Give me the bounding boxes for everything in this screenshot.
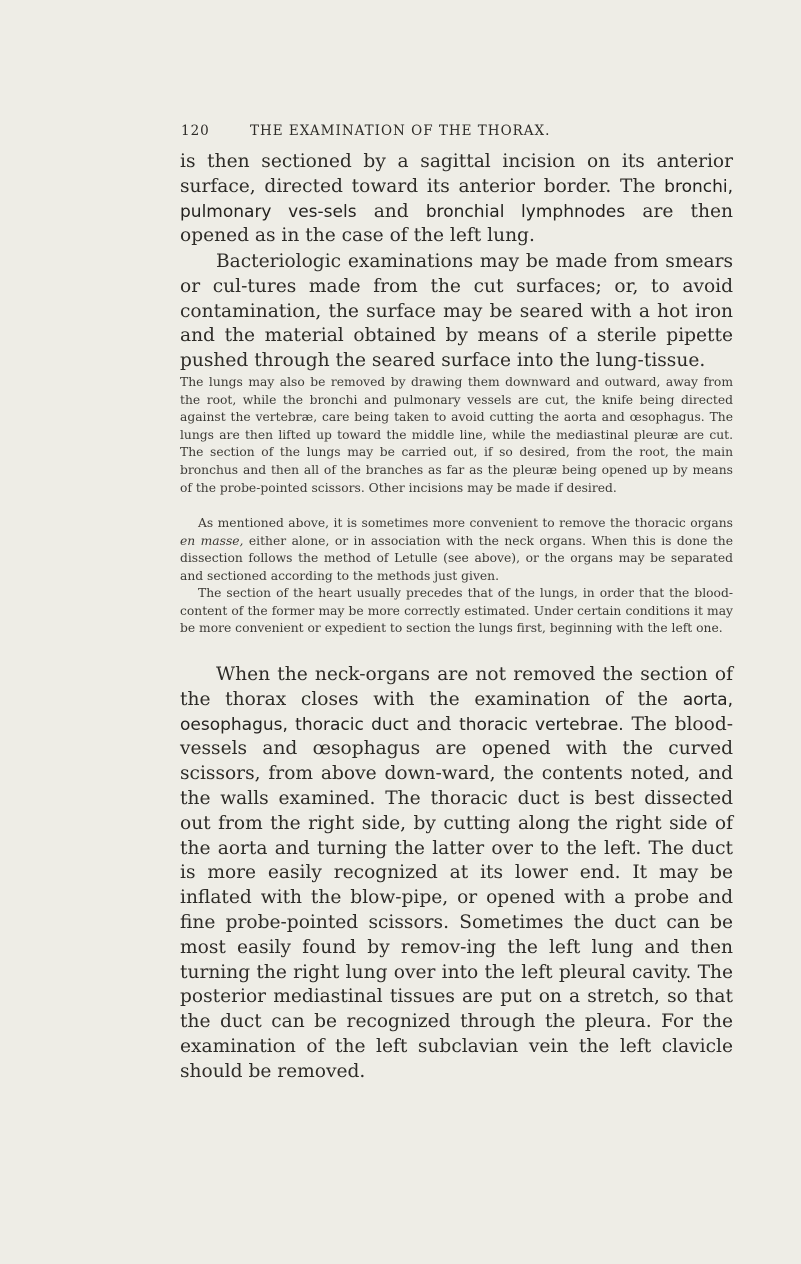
- text-run: and: [408, 713, 460, 735]
- small-paragraph-1: [180, 374, 733, 497]
- bold-term: bronchi, pulmonary ves-sels: [180, 176, 733, 222]
- bold-term: bronchial lymphnodes: [425, 201, 626, 222]
- paragraph-1: [180, 150, 733, 249]
- text-run: either alone, or in association with the neck organs. When this is done the dissection follows the method of Letulle (see above), or the organs may be separated and sectioned according to the methods just given.: [180, 533, 733, 583]
- text-run: is then sectioned by a sagittal incision on its anterior surface, directed toward its anterior border. The: [180, 151, 733, 197]
- page-number: 120: [181, 123, 210, 139]
- paragraph-2: [180, 250, 733, 374]
- text-run: and: [356, 200, 426, 222]
- text-run: The blood-vessels and œsophagus are opened with the curved scissors, from above down-ward, the contents noted, and the walls examined. The thoracic duct is best dissected out from the right side, by cutting along the right side of the aorta and turning the latter over to the left. The duct is more easily recognized at its lower end. It may be inflated with the blow-pipe, or opened with a probe and fine probe-pointed scissors. Sometimes the duct can be most easily found by remov-ing the left lung and then turning the right lung over into the left pleural cavity. The posterior mediastinal tissues are put on a stretch, so that the duct can be recognized through the pleura. For the examination of the left subclavian vein the left clavicle should be removed.: [180, 713, 734, 1082]
- bold-term: thoracic vertebrae.: [459, 714, 624, 735]
- small-paragraph-2: [180, 515, 733, 585]
- italic-term: en masse,: [180, 533, 244, 548]
- paragraph-3: [180, 663, 733, 1085]
- page-header: [0, 123, 801, 143]
- small-paragraph-3: [180, 585, 733, 638]
- text-run: As mentioned above, it is sometimes more convenient to remove the thoracic organs: [198, 516, 733, 530]
- text-run: When the neck-organs are not removed the section of the thorax closes with the examination of the: [180, 664, 733, 710]
- paragraph-2-text: Bacteriologic examinations may be made from smears or cul-tures made from the cut surfaces; or, to avoid contamination, the surface may be seared with a hot iron and the material obtained by means of a sterile pipette pushed through the seared surface into the lung-tissue.: [180, 251, 733, 372]
- running-head: THE EXAMINATION OF THE THORAX.: [250, 123, 551, 139]
- small-paragraph-1-text: The lungs may also be removed by drawing them downward and outward, away from the root, while the bronchi and pulmonary vessels are cut, the knife being directed against the vertebræ, care being taken to avoid cutting the aorta and œsophagus. The lungs are then lifted up toward the middle line, while the mediastinal pleuræ are cut. The section of the lungs may be carried out, if so desired, from the root, the main bronchus and then all of the branches as far as the pleuræ being opened up by means of the probe-pointed scissors. Other incisions may be made if desired.: [180, 375, 733, 495]
- text-run: are then opened as in the case of the left lung.: [180, 200, 733, 247]
- small-paragraph-3-text: The section of the heart usually precedes that of the lungs, in order that the blood-content of the former may be more correctly estimated. Under certain conditions it may be more convenient or expedient to section the lungs first, beginning with the left one.: [180, 586, 733, 636]
- bold-term: aorta, oesophagus, thoracic duct: [180, 689, 733, 735]
